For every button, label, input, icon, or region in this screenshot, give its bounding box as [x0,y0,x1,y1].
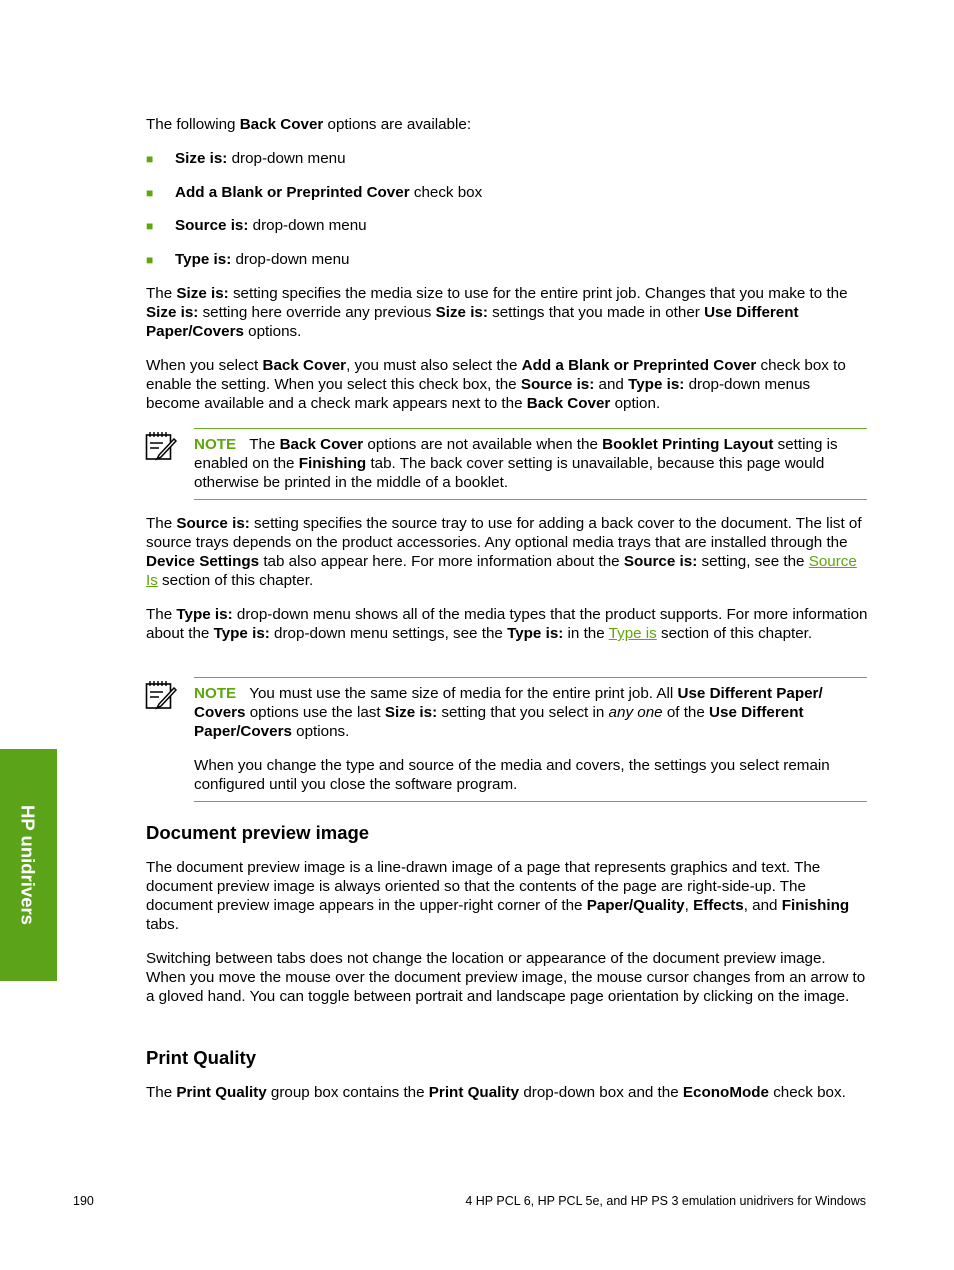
source-is-link[interactable]: Source Is [146,553,857,589]
note-bottom-rule [194,499,867,500]
preview-paragraph-2: Switching between tabs does not change the location or appearance of the document preview image. When you move the mouse over the document preview image, the mouse cursor changes from an arrow to a gloved hand. You can toggle between portrait and landscape page orientation by clicking on the image. [146,950,866,1005]
bullet-icon: ■ [146,219,154,233]
list-item: ■ Source is: drop-down menu [146,217,367,234]
note-bottom-rule [194,801,867,802]
note-pad-icon [145,680,177,710]
side-tab-label: HP unidrivers [17,805,39,925]
note-box: NOTE The Back Cover options are not available when the Booklet Printing Layout setting is enabled on the Finishing tab. The back cover setting is unavailable, because this page would otherwise be printed in the middle of a booklet. [194,436,838,491]
page-number: 190 [73,1194,94,1208]
source-paragraph: The Source is: setting specifies the source tray to use for adding a back cover to the document. The list of source trays depends on the product accessories. Any optional media trays that are installed through the Device Settings tab also appear here. For more information about the Source is: setting, see the Source Is section of this chapter. [146,515,862,589]
back-cover-paragraph: When you select Back Cover, you must also select the Add a Blank or Preprinted Cover check box to enable the setting. When you select this check box, the Source is: and Type is: drop-down menus become available and a check mark appears next to the Back Cover option. [146,357,846,412]
bullet-icon: ■ [146,152,154,166]
chapter-side-tab [0,749,57,981]
list-item: ■ Size is: drop-down menu [146,150,346,167]
preview-paragraph: The document preview image is a line-drawn image of a page that represents graphics and text. The document preview image is always oriented so that the contents of the page are right-side-up. The document preview image appears in the upper-right corner of the Paper/Quality, Effects, and Finishing tabs. [146,859,850,933]
section-heading-quality: Print Quality [146,1047,256,1068]
note-label: NOTE [194,685,237,702]
note-top-rule [194,428,867,429]
note-top-rule [194,677,867,678]
bullet-icon: ■ [146,253,154,267]
type-paragraph: The Type is: drop-down menu shows all of the media types that the product supports. For more information about the Type is: drop-down menu settings, see the Type is: in the Type is section of this chapter. [146,606,868,642]
section-heading-preview: Document preview image [146,822,370,843]
list-item: ■ Add a Blank or Preprinted Cover check box [146,184,483,201]
note-label: NOTE [194,436,237,453]
list-item: ■ Type is: drop-down menu [146,251,350,268]
intro-paragraph: The following Back Cover options are available: [146,116,472,133]
note-pad-icon [145,431,177,461]
note-box: NOTE You must use the same size of media for the entire print job. All Use Different Paper/ Covers options use the last Size is: setting that you select in any one of the Use Different Paper/Covers options. [194,685,823,740]
footer-chapter: 4 HP PCL 6, HP PCL 5e, and HP PS 3 emulation unidrivers for Windows [465,1194,866,1208]
type-is-link[interactable]: Type is [608,625,657,642]
note-paragraph: When you change the type and source of the media and covers, the settings you select remain configured until you close the software program. [194,757,830,793]
size-paragraph: The Size is: setting specifies the media size to use for the entire print job. Changes that you make to the Size is: setting here override any previous Size is: settings that you made in other Use Different Paper/Covers options. [146,285,848,340]
bullet-icon: ■ [146,186,154,200]
quality-paragraph: The Print Quality group box contains the Print Quality drop-down box and the EconoMode check box. [146,1084,846,1101]
